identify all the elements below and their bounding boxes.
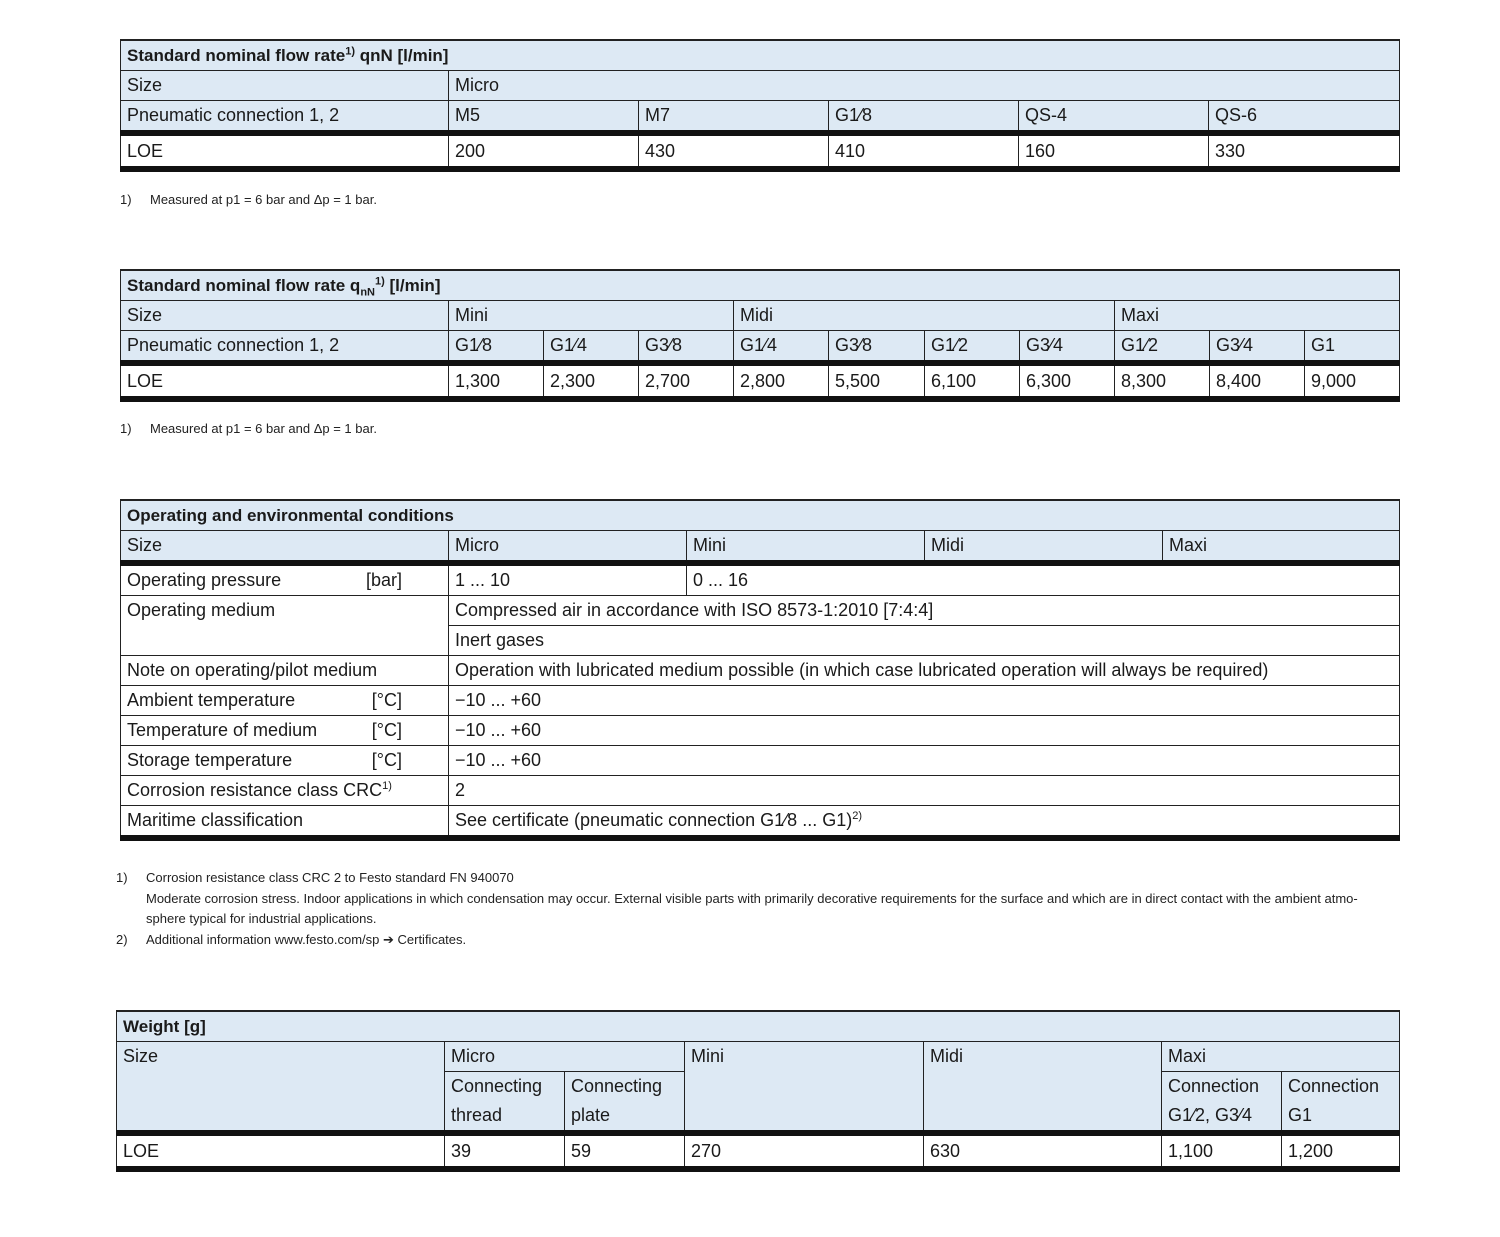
size-label: Size [117,1042,445,1134]
operating-pressure-others: 0 ... 16 [687,563,1400,596]
value-cell: 410 [829,133,1019,169]
size-label: Size [121,531,449,564]
note-medium-label: Note on operating/pilot medium [121,656,449,686]
size-label: Size [121,301,449,331]
maxi-sub-g1: Connection G1 [1282,1072,1400,1134]
ambient-temp-label: Ambient temperature [°C] [121,686,449,716]
connection-cell: G3⁄8 [829,331,925,364]
row-label: LOE [121,133,449,169]
operating-medium-value-2: Inert gases [449,626,1400,656]
size-maxi: Maxi [1163,531,1400,564]
weight-table [116,1010,1400,1172]
row-label: LOE [121,363,449,399]
value-cell: 5,500 [829,363,925,399]
micro-sub-plate: Connecting plate [565,1072,685,1134]
connection-cell: G3⁄8 [639,331,734,364]
size-value: Micro [449,71,1400,101]
value-cell: 160 [1019,133,1209,169]
medium-temp-value: −10 ... +60 [449,716,1400,746]
value-cell: 6,100 [925,363,1020,399]
row-label: LOE [117,1133,445,1169]
table-title: Standard nominal flow rate$^{1)}$ qnN [l/min] [121,40,1400,71]
connection-cell: M7 [639,101,829,134]
size-mini: Mini [687,531,925,564]
value-cell: 2,300 [544,363,639,399]
size-maxi: Maxi [1115,301,1400,331]
footnote-3: 1) Corrosion resistance class CRC 2 to Festo standard FN 940070 Moderate corrosion stress. Indoor applications in which condensation may occur. External visible parts with primarily decorative requirements for the surface and which are in direct contact with the ambient atmo- sphere typical for industrial applications. 2) Additional information www.festo.com/sp ➔ Certificates. [116,870,1358,947]
storage-temp-label: Storage temperature [°C] [121,746,449,776]
value-cell: 8,400 [1210,363,1305,399]
value-cell: 6,300 [1020,363,1115,399]
storage-temp-value: −10 ... +60 [449,746,1400,776]
size-midi: Midi [925,531,1163,564]
connection-cell: G1 [1305,331,1400,364]
connection-cell: G1⁄8 [829,101,1019,134]
value-cell: 39 [445,1133,565,1169]
operating-pressure-micro: 1 ... 10 [449,563,687,596]
value-cell: 1,100 [1162,1133,1282,1169]
flow-rate-micro-table [120,39,1400,172]
connection-cell: G3⁄4 [1020,331,1115,364]
footnote-1: 1) Measured at p1 = 6 bar and Δp = 1 bar. [120,192,377,207]
connection-cell: QS-4 [1019,101,1209,134]
size-midi: Midi [734,301,1115,331]
operating-pressure-label: Operating pressure [bar] [121,563,449,596]
footnote-2: 1) Measured at p1 = 6 bar and Δp = 1 bar. [120,421,377,436]
size-micro: Micro [449,531,687,564]
maritime-label: Maritime classification [121,806,449,839]
table-title: Operating and environmental conditions [121,500,1400,531]
ambient-temp-value: −10 ... +60 [449,686,1400,716]
crc-value: 2 [449,776,1400,806]
size-micro: Micro [445,1042,685,1072]
value-cell: 200 [449,133,639,169]
connection-cell: G3⁄4 [1210,331,1305,364]
connection-cell: G1⁄8 [449,331,544,364]
maritime-value: See certificate (pneumatic connection G1⁄8 ... G1)$^{2)}$ [449,806,1400,839]
table-title: Weight [g] [117,1011,1400,1042]
size-midi: Midi [924,1042,1162,1134]
connection-label: Pneumatic connection 1, 2 [121,331,449,364]
micro-sub-thread: Connecting thread [445,1072,565,1134]
connection-label: Pneumatic connection 1, 2 [121,101,449,134]
value-cell: 2,700 [639,363,734,399]
size-maxi: Maxi [1162,1042,1400,1072]
connection-cell: G1⁄2 [925,331,1020,364]
value-cell: 270 [685,1133,924,1169]
value-cell: 630 [924,1133,1162,1169]
table-title: Standard nominal flow rate $q_{nN}^{1)}$ [l/min] [121,270,1400,301]
crc-label: Corrosion resistance class CRC$^{1)}$ [121,776,449,806]
operating-medium-value-1: Compressed air in accordance with ISO 8573-1:2010 [7:4:4] [449,596,1400,626]
value-cell: 430 [639,133,829,169]
connection-cell: G1⁄2 [1115,331,1210,364]
note-medium-value: Operation with lubricated medium possible (in which case lubricated operation will always be required) [449,656,1400,686]
size-mini: Mini [449,301,734,331]
connection-cell: QS-6 [1209,101,1400,134]
medium-temp-label: Temperature of medium [°C] [121,716,449,746]
value-cell: 2,800 [734,363,829,399]
size-mini: Mini [685,1042,924,1134]
connection-cell: G1⁄4 [544,331,639,364]
value-cell: 59 [565,1133,685,1169]
maxi-sub-g12-g34: Connection G1⁄2, G3⁄4 [1162,1072,1282,1134]
connection-cell: M5 [449,101,639,134]
connection-cell: G1⁄4 [734,331,829,364]
value-cell: 9,000 [1305,363,1400,399]
value-cell: 8,300 [1115,363,1210,399]
size-label: Size [121,71,449,101]
value-cell: 330 [1209,133,1400,169]
operating-conditions-table [120,499,1400,841]
flow-rate-mini-midi-maxi-table [120,269,1400,402]
operating-medium-label: Operating medium [121,596,449,656]
value-cell: 1,300 [449,363,544,399]
value-cell: 1,200 [1282,1133,1400,1169]
